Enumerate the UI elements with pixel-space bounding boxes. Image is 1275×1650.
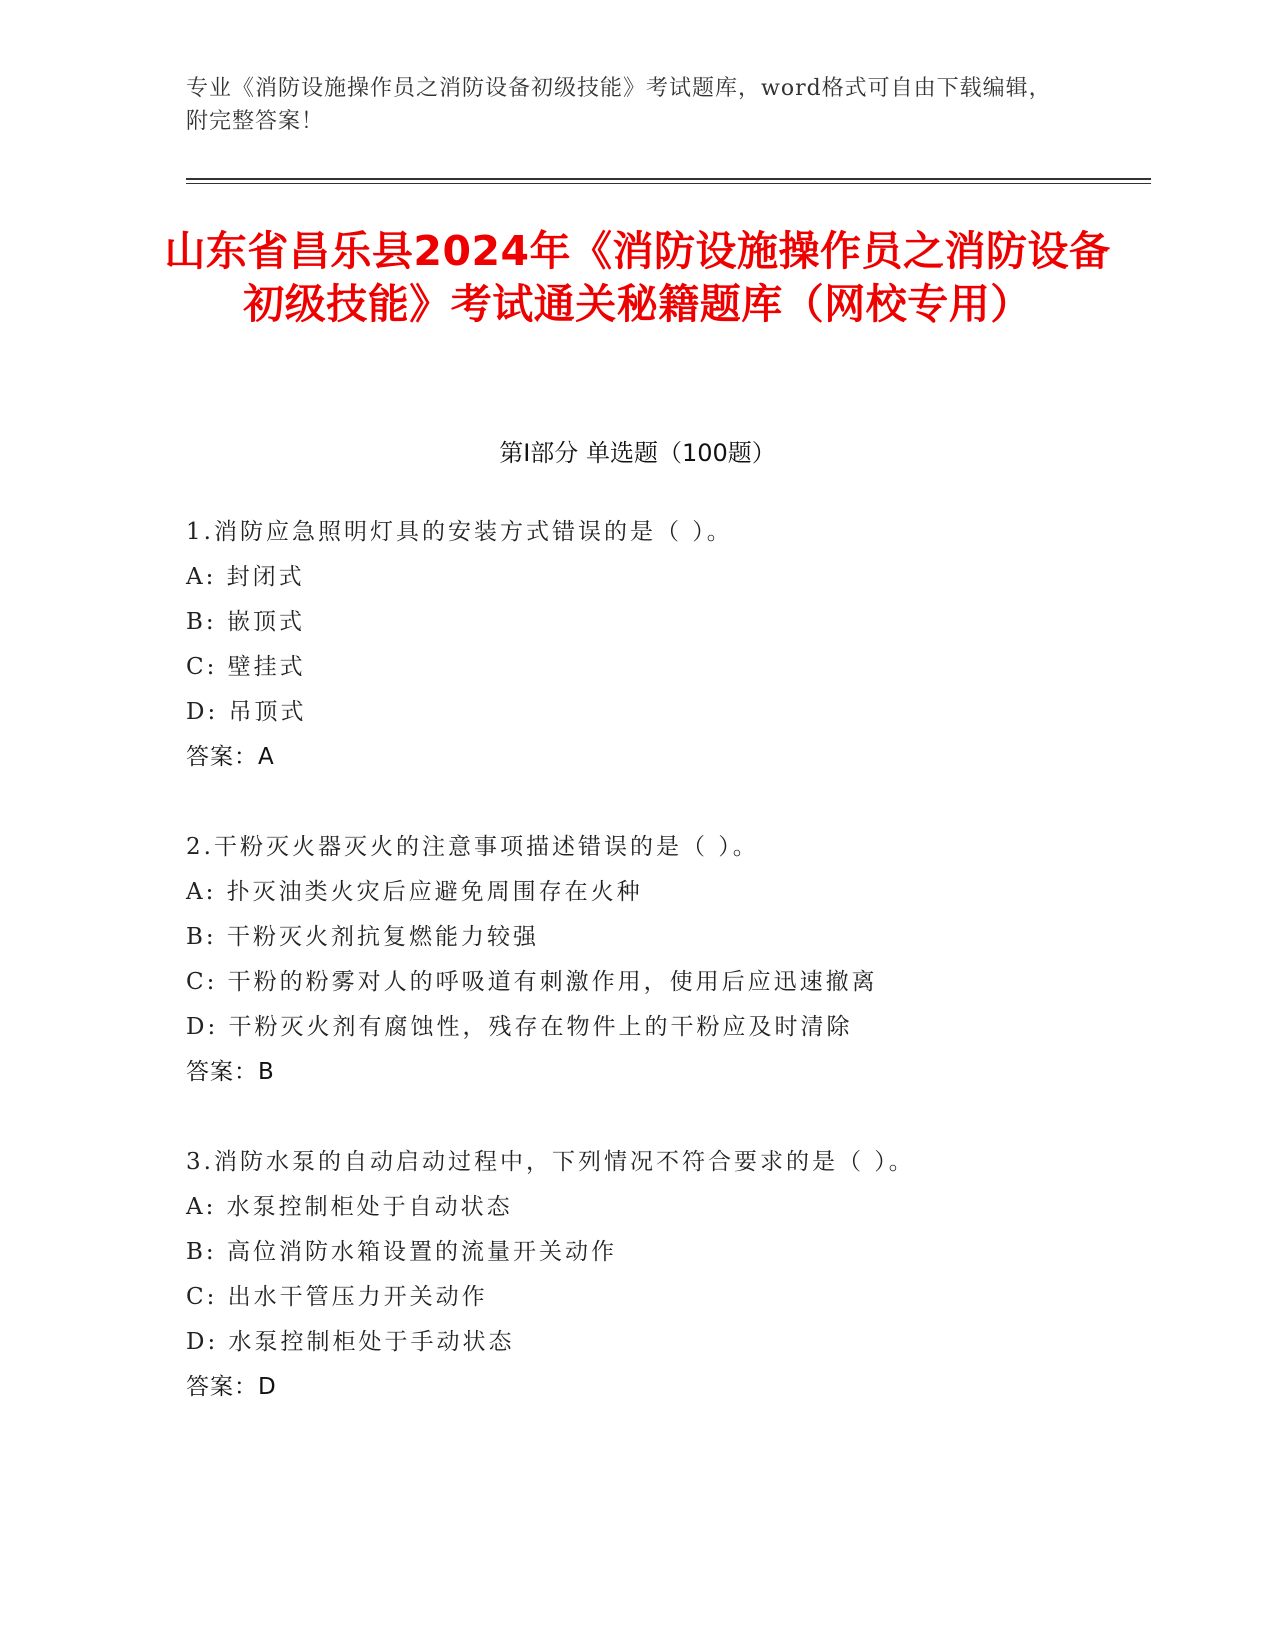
option-c: C: 干粉的粉雾对人的呼吸道有刺激作用，使用后应迅速撤离 (186, 969, 878, 995)
option-b: B: 高位消防水箱设置的流量开关动作 (186, 1239, 617, 1265)
option-c: C: 出水干管压力开关动作 (186, 1284, 488, 1310)
question-stem: 3.消防水泵的自动启动过程中，下列情况不符合要求的是（ ）。 (186, 1149, 915, 1175)
question-2 (186, 825, 1146, 1095)
option-d: D: 干粉灭火剂有腐蚀性，残存在物件上的干粉应及时清除 (186, 1014, 853, 1040)
option-c: C: 壁挂式 (186, 654, 306, 680)
section-heading: 第I部分 单选题（100题） (499, 439, 776, 467)
document-title: 山东省昌乐县2024年《消防设施操作员之消防设备初级技能》考试通关秘籍题库（网校专用） (164, 227, 1111, 328)
header-note: 专业《消防设施操作员之消防设备初级技能》考试题库，word格式可自由下载编辑，附完整答案！ (186, 76, 1052, 134)
option-b: B: 嵌顶式 (186, 609, 305, 635)
option-a: A: 扑灭油类火灾后应避免周围存在火种 (186, 879, 643, 905)
answer-label: 答案：B (186, 1059, 275, 1085)
option-d: D: 吊顶式 (186, 699, 307, 725)
answer-label: 答案：A (186, 744, 275, 770)
option-b: B: 干粉灭火剂抗复燃能力较强 (186, 924, 539, 950)
question-1 (186, 510, 1146, 780)
question-stem: 1.消防应急照明灯具的安装方式错误的是（ ）。 (186, 519, 733, 545)
option-a: A: 封闭式 (186, 564, 305, 590)
header-divider-thick (186, 178, 1151, 180)
option-d: D: 水泵控制柜处于手动状态 (186, 1329, 515, 1355)
question-stem: 2.干粉灭火器灭火的注意事项描述错误的是（ ）。 (186, 834, 759, 860)
header-divider-thin (186, 183, 1151, 184)
question-3 (186, 1140, 1146, 1410)
answer-label: 答案：D (186, 1374, 277, 1400)
option-a: A: 水泵控制柜处于自动状态 (186, 1194, 513, 1220)
